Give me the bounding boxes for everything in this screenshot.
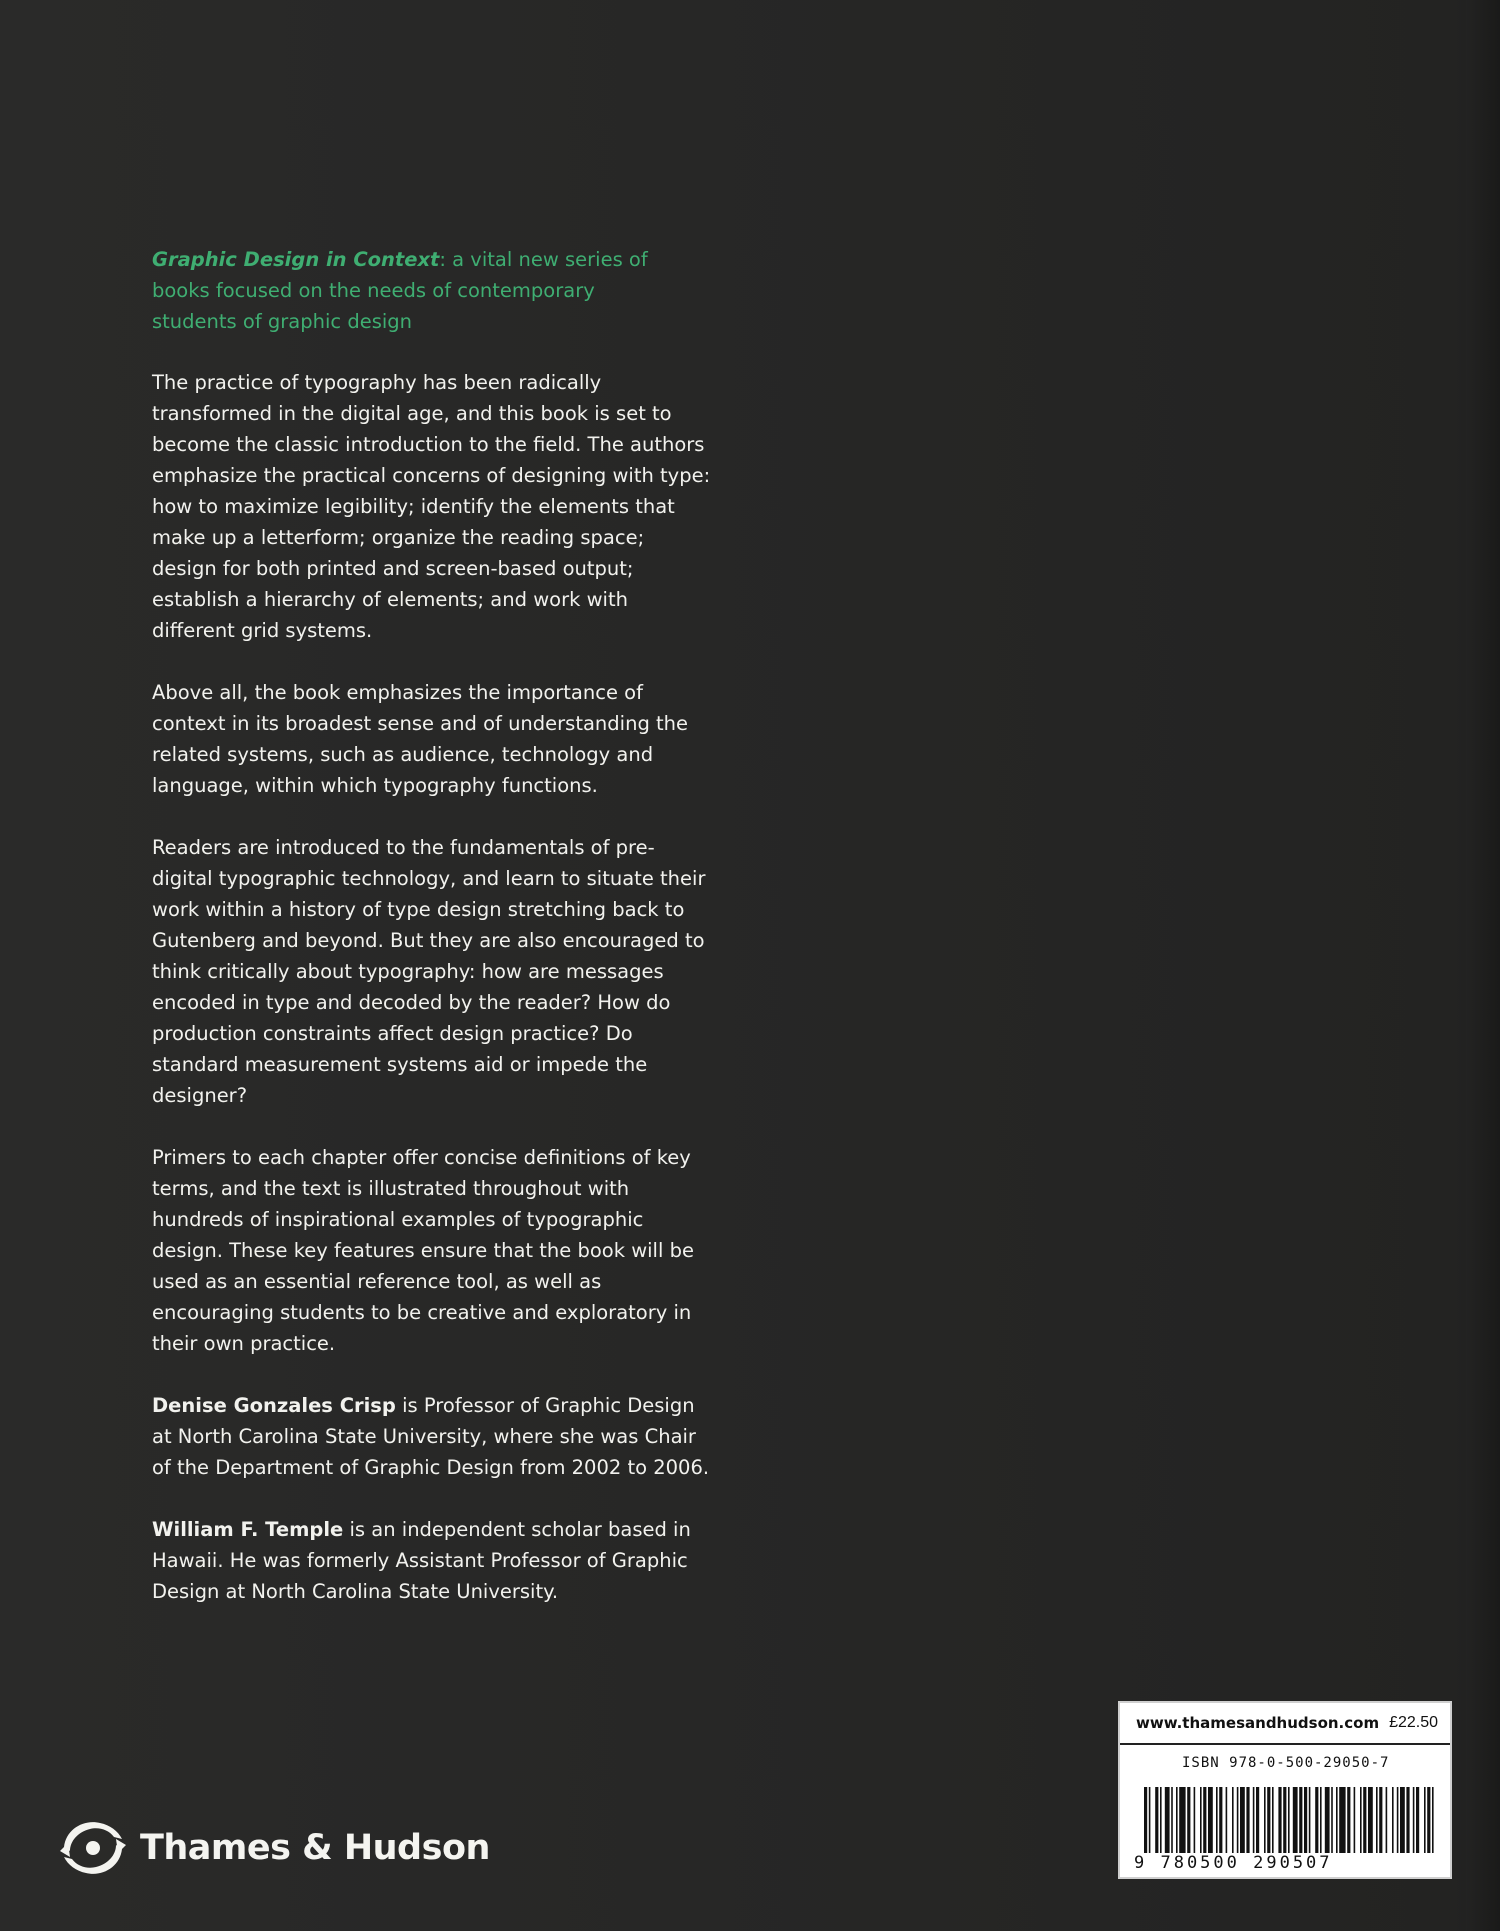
barcode-header (1120, 1703, 1450, 1745)
author-name-1: Denise Gonzales Crisp (152, 1394, 396, 1417)
author-bio-text-1: is Professor of Graphic Design at North Carolina State University, where she was Chair of the Department of Graphic Design from 2002 to 2006. (152, 1394, 710, 1479)
barcode-bars (1144, 1787, 1434, 1853)
cover-edge (1466, 0, 1500, 1931)
author-bio-2 (152, 1514, 712, 1607)
blurb-column (152, 244, 712, 1638)
series-title: Graphic Design in Context (152, 248, 440, 271)
series-tagline (152, 244, 672, 337)
author-bio-text-2: is an independent scholar based in Hawaii. He was formerly Assistant Professor of Graphic Design at North Carolina State University. (152, 1518, 691, 1603)
blurb-paragraph-3: Readers are introduced to the fundamentals of pre-digital typographic technology, and learn to situate their work within a history of type design stretching back to Gutenberg and beyond. But they are also encouraged to think critically about typography: how are messages encoded in type and decoded by the reader? How do production constraints affect design practice? Do standard measurement systems aid or impede the designer? (152, 836, 706, 1107)
price: £22.50 (1389, 1714, 1438, 1731)
barcode-digits: 9 780500 290507 (1134, 1853, 1333, 1873)
author-bio-1 (152, 1390, 712, 1483)
isbn-text: ISBN 978-0-500-29050-7 (1182, 1755, 1390, 1771)
series-description: : a vital new series of books focused on the needs of contemporary students of graphic design (152, 248, 648, 333)
blurb-paragraph-4: Primers to each chapter offer concise definitions of key terms, and the text is illustrated throughout with hundreds of inspirational examples of typographic design. These key features ensure that the book will be used as an essential reference tool, as well as encouraging students to be creative and exploratory in their own practice. (152, 1146, 694, 1355)
publisher-name: Thames & Hudson (140, 1828, 490, 1868)
publisher-url: www.thamesandhudson.com (1136, 1714, 1380, 1732)
two-dolphins-icon (58, 1817, 128, 1879)
blurb-paragraph-1: The practice of typography has been radically transformed in the digital age, and this book is set to become the classic introduction to the field. The authors emphasize the practical concerns of designing with type: how to maximize legibility; identify the elements that make up a letterform; organize the reading space; design for both printed and screen-based output; establish a hierarchy of elements; and work with different grid systems. (152, 371, 711, 642)
blurb-paragraph-2: Above all, the book emphasizes the importance of context in its broadest sense and of understanding the related systems, such as audience, technology and language, within which typography functions. (152, 681, 689, 797)
barcode-label (1118, 1701, 1452, 1879)
publisher-logo (58, 1816, 490, 1880)
author-name-2: William F. Temple (152, 1518, 344, 1541)
